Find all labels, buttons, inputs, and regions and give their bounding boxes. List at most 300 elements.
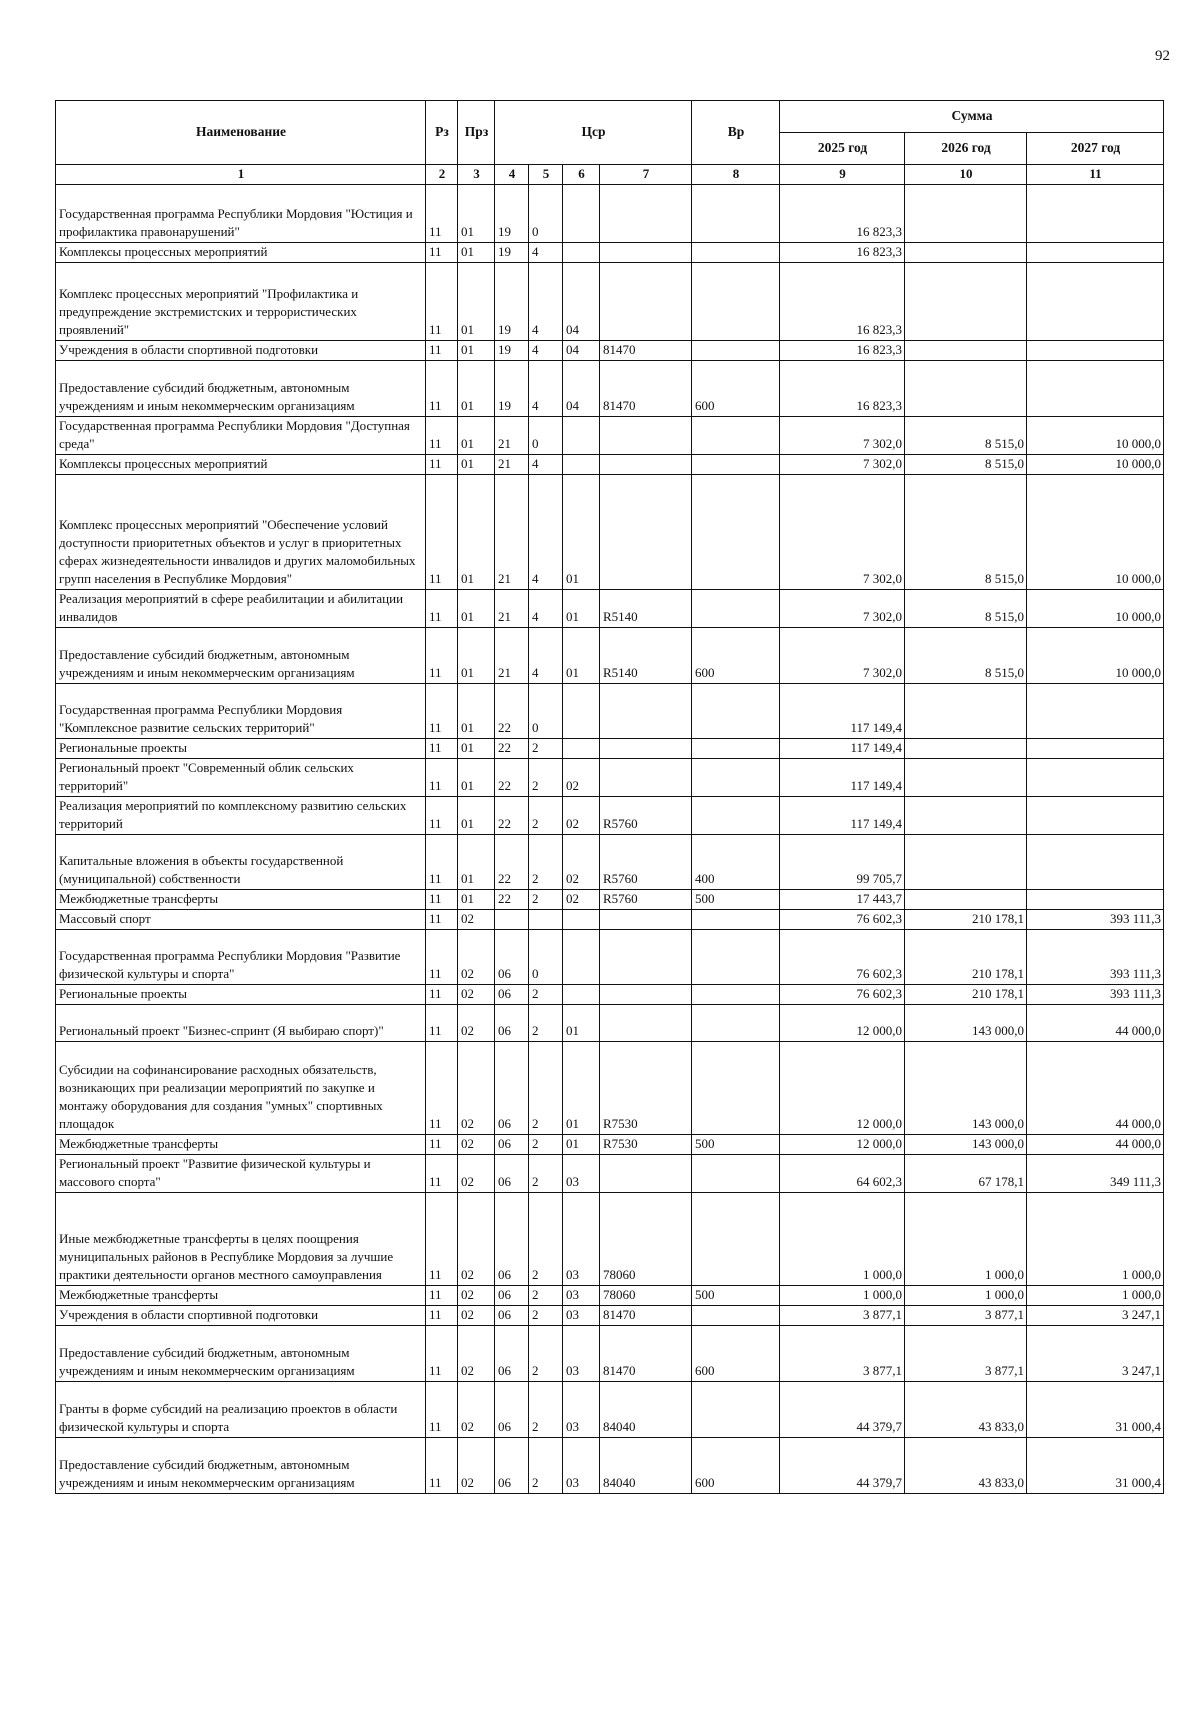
row-csr-subprogram: 03 [563,1326,600,1382]
column-number-row [56,165,1164,185]
row-prz: 02 [458,1155,495,1193]
row-sum-2026: 8 515,0 [905,417,1027,455]
row-rz: 11 [426,361,458,417]
row-sum-2027 [1027,243,1164,263]
row-rz: 11 [426,930,458,985]
row-csr-type: 4 [529,243,563,263]
row-rz: 11 [426,628,458,684]
row-csr-direction [600,910,692,930]
row-prz: 02 [458,1306,495,1326]
row-prz: 02 [458,985,495,1005]
row-sum-2026: 8 515,0 [905,628,1027,684]
row-csr-type: 2 [529,1438,563,1494]
row-name: Межбюджетные трансферты [56,1135,426,1155]
row-csr-type: 4 [529,455,563,475]
row-sum-2026: 8 515,0 [905,475,1027,590]
row-sum-2027: 3 247,1 [1027,1326,1164,1382]
row-csr-subprogram: 03 [563,1193,600,1286]
row-sum-2025: 117 149,4 [780,759,905,797]
row-name: Региональный проект "Бизнес-спринт (Я выбираю спорт)" [56,1005,426,1042]
row-prz: 01 [458,684,495,739]
row-csr-program: 21 [495,417,529,455]
row-sum-2027: 1 000,0 [1027,1193,1164,1286]
row-csr-direction [600,930,692,985]
row-prz: 02 [458,1326,495,1382]
row-sum-2027 [1027,890,1164,910]
row-sum-2027: 31 000,4 [1027,1438,1164,1494]
row-sum-2025: 76 602,3 [780,910,905,930]
table-row [56,263,1164,341]
row-sum-2025: 1 000,0 [780,1286,905,1306]
row-sum-2027: 393 111,3 [1027,910,1164,930]
column-number: 3 [458,165,495,185]
header-name: Наименование [56,101,426,165]
row-csr-program: 06 [495,1005,529,1042]
row-prz: 01 [458,417,495,455]
row-csr-program: 19 [495,341,529,361]
row-sum-2027: 44 000,0 [1027,1135,1164,1155]
row-csr-direction [600,263,692,341]
row-csr-program: 19 [495,361,529,417]
row-csr-program: 19 [495,263,529,341]
column-number: 10 [905,165,1027,185]
row-sum-2027 [1027,759,1164,797]
row-csr-direction [600,985,692,1005]
row-sum-2027: 3 247,1 [1027,1306,1164,1326]
row-prz: 01 [458,890,495,910]
header-rz: Рз [426,101,458,165]
row-sum-2026: 43 833,0 [905,1382,1027,1438]
row-vr [692,341,780,361]
table-row [56,797,1164,835]
row-sum-2026: 210 178,1 [905,930,1027,985]
header-prz: Прз [458,101,495,165]
row-prz: 02 [458,1286,495,1306]
row-csr-direction [600,417,692,455]
row-prz: 01 [458,185,495,243]
row-vr: 500 [692,890,780,910]
row-sum-2026: 43 833,0 [905,1438,1027,1494]
row-vr [692,243,780,263]
header-year-2027: 2027 год [1027,133,1164,165]
row-name: Гранты в форме субсидий на реализацию проектов в области физической культуры и спорта [56,1382,426,1438]
row-sum-2027 [1027,797,1164,835]
row-prz: 01 [458,797,495,835]
row-vr [692,1042,780,1135]
row-csr-type: 4 [529,263,563,341]
row-sum-2025: 7 302,0 [780,590,905,628]
row-name: Комплексы процессных мероприятий [56,455,426,475]
row-csr-subprogram [563,455,600,475]
row-sum-2025: 3 877,1 [780,1326,905,1382]
row-csr-program: 06 [495,1306,529,1326]
row-csr-subprogram [563,910,600,930]
header-vr: Вр [692,101,780,165]
row-vr [692,475,780,590]
row-vr [692,797,780,835]
table-row [56,1135,1164,1155]
row-vr [692,739,780,759]
row-vr: 600 [692,1438,780,1494]
row-rz: 11 [426,1326,458,1382]
row-prz: 01 [458,475,495,590]
row-csr-subprogram [563,739,600,759]
row-csr-subprogram: 02 [563,835,600,890]
row-csr-type: 4 [529,361,563,417]
row-csr-direction [600,455,692,475]
table-row [56,185,1164,243]
row-name: Капитальные вложения в объекты государственной (муниципальной) собственности [56,835,426,890]
row-vr [692,910,780,930]
row-csr-type: 2 [529,890,563,910]
row-rz: 11 [426,910,458,930]
row-csr-subprogram: 01 [563,475,600,590]
table-row [56,1193,1164,1286]
row-name: Региональный проект "Развитие физической культуры и массового спорта" [56,1155,426,1193]
row-prz: 01 [458,263,495,341]
row-rz: 11 [426,985,458,1005]
row-csr-program [495,910,529,930]
row-name: Массовый спорт [56,910,426,930]
row-csr-program: 19 [495,243,529,263]
row-csr-subprogram [563,417,600,455]
row-vr [692,985,780,1005]
table-row [56,1382,1164,1438]
row-csr-type [529,910,563,930]
table-row [56,1005,1164,1042]
row-rz: 11 [426,684,458,739]
row-csr-program: 22 [495,739,529,759]
row-sum-2026 [905,759,1027,797]
row-csr-type: 2 [529,1286,563,1306]
row-vr: 600 [692,1326,780,1382]
row-sum-2025: 44 379,7 [780,1382,905,1438]
row-name: Межбюджетные трансферты [56,1286,426,1306]
row-csr-subprogram [563,185,600,243]
row-csr-type: 4 [529,341,563,361]
row-csr-direction [600,1005,692,1042]
row-csr-program: 21 [495,628,529,684]
row-csr-direction: 81470 [600,361,692,417]
row-csr-subprogram [563,684,600,739]
row-name: Комплекс процессных мероприятий "Обеспечение условий доступности приоритетных объектов и услуг в приоритетных сферах жизнедеятельности инвалидов и других маломобильных групп населения в Республике Мордовия" [56,475,426,590]
row-name: Государственная программа Республики Мордовия "Юстиция и профилактика правонарушений" [56,185,426,243]
table-row [56,759,1164,797]
header-year-2026: 2026 год [905,133,1027,165]
budget-table [55,100,1164,1494]
row-name: Учреждения в области спортивной подготовки [56,1306,426,1326]
row-sum-2025: 117 149,4 [780,797,905,835]
column-number: 7 [600,165,692,185]
header-csr: Цср [495,101,692,165]
row-sum-2025: 7 302,0 [780,455,905,475]
row-rz: 11 [426,1005,458,1042]
row-csr-direction: R5140 [600,628,692,684]
row-sum-2026: 210 178,1 [905,985,1027,1005]
row-prz: 02 [458,1438,495,1494]
column-number: 11 [1027,165,1164,185]
table-row [56,1306,1164,1326]
row-csr-subprogram: 04 [563,361,600,417]
row-sum-2025: 99 705,7 [780,835,905,890]
row-sum-2025: 16 823,3 [780,263,905,341]
row-csr-program: 06 [495,1135,529,1155]
row-sum-2027 [1027,361,1164,417]
row-csr-program: 06 [495,1042,529,1135]
row-csr-direction [600,243,692,263]
row-rz: 11 [426,1438,458,1494]
row-rz: 11 [426,797,458,835]
row-csr-type: 2 [529,1135,563,1155]
row-sum-2026 [905,185,1027,243]
row-csr-subprogram: 03 [563,1286,600,1306]
row-sum-2025: 3 877,1 [780,1306,905,1326]
row-name: Реализация мероприятий в сфере реабилитации и абилитации инвалидов [56,590,426,628]
table-row [56,985,1164,1005]
row-sum-2026: 3 877,1 [905,1326,1027,1382]
table-row [56,684,1164,739]
row-csr-subprogram: 03 [563,1438,600,1494]
row-csr-program: 19 [495,185,529,243]
row-rz: 11 [426,1042,458,1135]
row-sum-2025: 16 823,3 [780,185,905,243]
row-csr-subprogram: 02 [563,890,600,910]
row-sum-2025: 12 000,0 [780,1005,905,1042]
row-name: Региональные проекты [56,739,426,759]
row-csr-type: 2 [529,1193,563,1286]
table-row [56,890,1164,910]
row-csr-direction [600,739,692,759]
column-number: 9 [780,165,905,185]
row-vr [692,684,780,739]
row-sum-2026 [905,361,1027,417]
table-row [56,739,1164,759]
row-vr [692,417,780,455]
row-vr: 400 [692,835,780,890]
row-csr-direction: 81470 [600,1326,692,1382]
row-csr-program: 06 [495,930,529,985]
row-csr-subprogram [563,930,600,985]
row-sum-2027 [1027,739,1164,759]
table-row [56,835,1164,890]
table-row [56,1286,1164,1306]
row-csr-direction: 78060 [600,1193,692,1286]
row-sum-2026 [905,341,1027,361]
row-sum-2025: 12 000,0 [780,1042,905,1135]
table-row [56,590,1164,628]
row-sum-2025: 76 602,3 [780,985,905,1005]
row-rz: 11 [426,417,458,455]
row-csr-program: 21 [495,475,529,590]
row-csr-direction: R7530 [600,1135,692,1155]
row-name: Региональный проект "Современный облик сельских территорий" [56,759,426,797]
row-prz: 01 [458,739,495,759]
row-name: Иные межбюджетные трансферты в целях поощрения муниципальных районов в Республике Мордовия за лучшие практики деятельности органов местного самоуправления [56,1193,426,1286]
row-csr-type: 0 [529,930,563,985]
row-csr-direction: R5140 [600,590,692,628]
row-sum-2026: 8 515,0 [905,590,1027,628]
row-csr-program: 22 [495,759,529,797]
row-rz: 11 [426,1135,458,1155]
row-sum-2025: 76 602,3 [780,930,905,985]
row-rz: 11 [426,759,458,797]
row-prz: 01 [458,628,495,684]
row-sum-2025: 7 302,0 [780,475,905,590]
row-sum-2027: 10 000,0 [1027,417,1164,455]
row-sum-2027: 31 000,4 [1027,1382,1164,1438]
row-csr-direction [600,475,692,590]
row-vr [692,263,780,341]
row-prz: 01 [458,455,495,475]
row-prz: 01 [458,759,495,797]
table-row [56,910,1164,930]
table-row [56,243,1164,263]
row-vr [692,590,780,628]
row-rz: 11 [426,341,458,361]
row-prz: 01 [458,341,495,361]
row-csr-program: 06 [495,1155,529,1193]
row-csr-program: 06 [495,1193,529,1286]
row-name: Государственная программа Республики Мордовия "Развитие физической культуры и спорта" [56,930,426,985]
row-vr: 600 [692,361,780,417]
row-csr-program: 06 [495,1286,529,1306]
row-csr-subprogram [563,243,600,263]
row-csr-direction: R5760 [600,890,692,910]
row-sum-2025: 16 823,3 [780,243,905,263]
table-row [56,1326,1164,1382]
row-csr-program: 22 [495,684,529,739]
row-sum-2026: 1 000,0 [905,1286,1027,1306]
row-csr-subprogram: 03 [563,1155,600,1193]
row-rz: 11 [426,1155,458,1193]
row-csr-program: 21 [495,455,529,475]
row-sum-2027: 393 111,3 [1027,985,1164,1005]
row-sum-2025: 44 379,7 [780,1438,905,1494]
row-sum-2026 [905,243,1027,263]
row-sum-2027: 10 000,0 [1027,628,1164,684]
row-csr-program: 06 [495,985,529,1005]
row-csr-type: 2 [529,1005,563,1042]
row-sum-2026 [905,890,1027,910]
row-csr-direction: R5760 [600,797,692,835]
row-prz: 02 [458,1193,495,1286]
table-row [56,361,1164,417]
row-name: Предоставление субсидий бюджетным, автономным учреждениям и иным некоммерческим организациям [56,628,426,684]
row-sum-2025: 16 823,3 [780,361,905,417]
row-rz: 11 [426,1193,458,1286]
row-sum-2025: 16 823,3 [780,341,905,361]
row-csr-direction [600,759,692,797]
row-csr-program: 22 [495,890,529,910]
row-csr-direction [600,1155,692,1193]
row-csr-direction: 78060 [600,1286,692,1306]
table-row [56,628,1164,684]
row-sum-2026 [905,684,1027,739]
page-number: 92 [1155,48,1170,64]
row-sum-2027: 393 111,3 [1027,930,1164,985]
row-rz: 11 [426,475,458,590]
row-prz: 01 [458,243,495,263]
row-rz: 11 [426,835,458,890]
row-csr-program: 21 [495,590,529,628]
header-summa: Сумма [780,101,1164,133]
row-sum-2025: 7 302,0 [780,417,905,455]
row-rz: 11 [426,890,458,910]
row-vr [692,185,780,243]
row-csr-type: 2 [529,835,563,890]
row-csr-type: 2 [529,759,563,797]
table-row [56,475,1164,590]
row-sum-2027 [1027,263,1164,341]
table-row [56,341,1164,361]
table-row [56,930,1164,985]
row-csr-type: 4 [529,628,563,684]
row-csr-type: 4 [529,590,563,628]
row-csr-subprogram: 04 [563,341,600,361]
row-sum-2027: 1 000,0 [1027,1286,1164,1306]
row-csr-program: 22 [495,835,529,890]
row-csr-type: 0 [529,185,563,243]
row-csr-program: 06 [495,1382,529,1438]
row-csr-type: 2 [529,985,563,1005]
row-name: Региональные проекты [56,985,426,1005]
row-csr-direction [600,185,692,243]
row-vr [692,1382,780,1438]
table-row [56,455,1164,475]
row-sum-2026: 143 000,0 [905,1005,1027,1042]
row-csr-subprogram: 01 [563,628,600,684]
row-csr-type: 2 [529,797,563,835]
row-name: Межбюджетные трансферты [56,890,426,910]
row-sum-2026: 1 000,0 [905,1193,1027,1286]
row-rz: 11 [426,739,458,759]
row-csr-program: 06 [495,1326,529,1382]
row-csr-program: 06 [495,1438,529,1494]
row-csr-subprogram: 04 [563,263,600,341]
row-vr [692,1193,780,1286]
column-number: 6 [563,165,600,185]
row-name: Учреждения в области спортивной подготовки [56,341,426,361]
row-prz: 02 [458,1042,495,1135]
row-sum-2027 [1027,341,1164,361]
row-sum-2025: 64 602,3 [780,1155,905,1193]
row-prz: 02 [458,1005,495,1042]
row-sum-2026: 143 000,0 [905,1042,1027,1135]
row-name: Государственная программа Республики Мордовия "Комплексное развитие сельских территорий" [56,684,426,739]
row-csr-direction: R5760 [600,835,692,890]
row-vr: 600 [692,628,780,684]
row-csr-type: 2 [529,1042,563,1135]
table-row [56,1155,1164,1193]
row-name: Реализация мероприятий по комплексному развитию сельских территорий [56,797,426,835]
row-csr-type: 0 [529,417,563,455]
row-csr-program: 22 [495,797,529,835]
row-prz: 01 [458,590,495,628]
row-sum-2026: 210 178,1 [905,910,1027,930]
row-sum-2027: 10 000,0 [1027,590,1164,628]
row-csr-subprogram: 02 [563,797,600,835]
row-sum-2027: 44 000,0 [1027,1005,1164,1042]
row-prz: 02 [458,1382,495,1438]
row-rz: 11 [426,1382,458,1438]
row-csr-direction: R7530 [600,1042,692,1135]
row-csr-type: 2 [529,739,563,759]
row-name: Комплексы процессных мероприятий [56,243,426,263]
row-sum-2026: 67 178,1 [905,1155,1027,1193]
row-rz: 11 [426,243,458,263]
row-csr-type: 4 [529,475,563,590]
row-sum-2026: 8 515,0 [905,455,1027,475]
